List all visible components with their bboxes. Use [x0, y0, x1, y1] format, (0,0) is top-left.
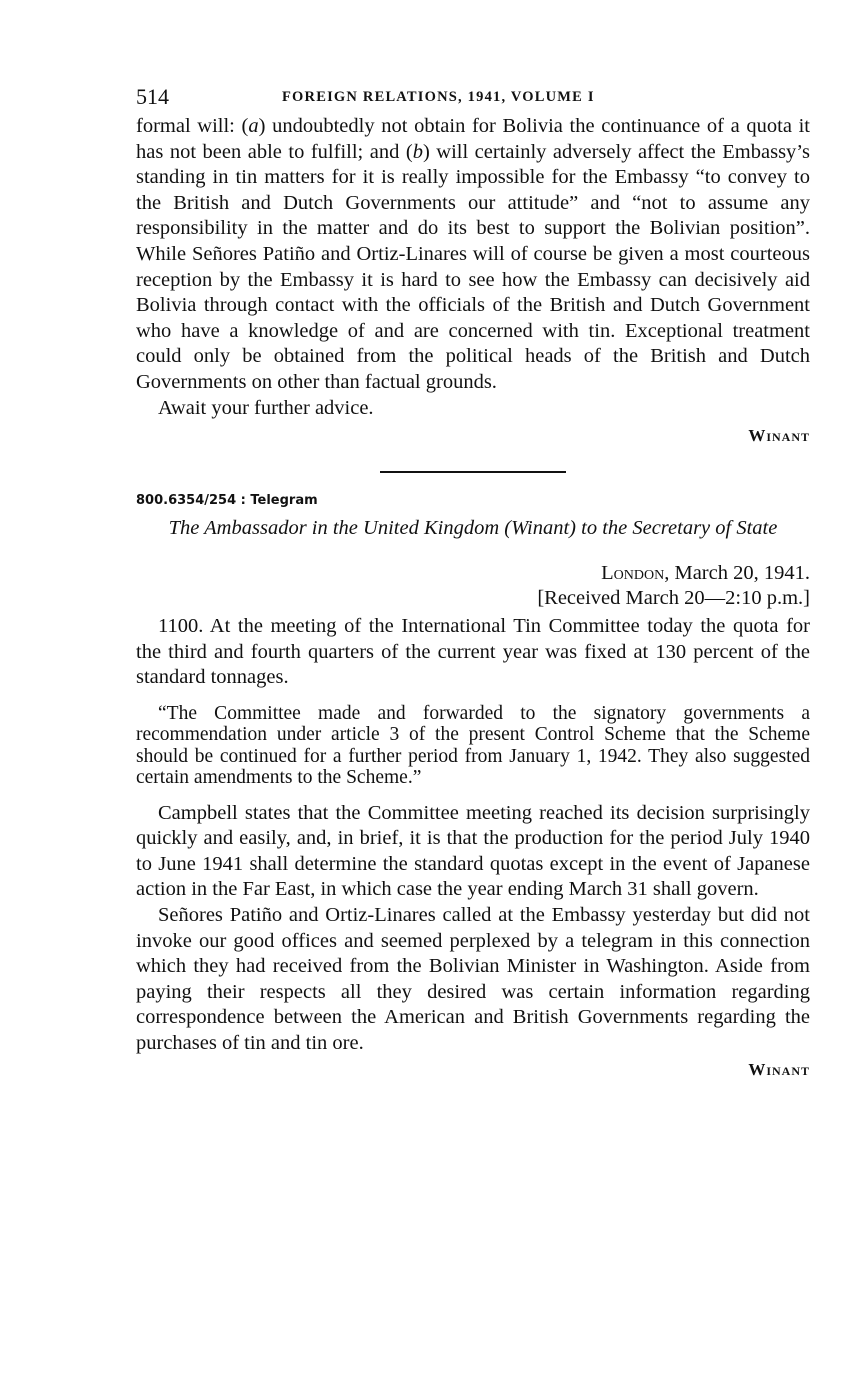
page-number: 514: [136, 84, 169, 109]
signature-winant-1: Winant: [748, 426, 810, 446]
dateline-date: , March 20, 1941.: [664, 561, 810, 584]
continued-paragraph: formal will: (a) undoubtedly not obtain for Bolivia the continuance of a quota it has not been able to fulfill; and (b) will certainly adversely affect the Embassy’s standing in tin matters for it is really impossible for the Embassy “to convey to the British and Dutch Governments our attitude” and “not to assume any responsibility in the matter and do its best to support the Bolivian position”. While Señores Patiño and Ortiz-Linares will of course be given a most courteous reception by the Embassy it is hard to see how the Embassy can decisively aid Bolivia through contact with the officials of the British and Dutch Government who have a knowledge of and are concerned with tin. Exceptional treatment could only be obtained from the political heads of the British and Dutch Governments on other than factual grounds.: [136, 115, 810, 393]
running-head: FOREIGN RELATIONS, 1941, VOLUME I: [282, 89, 595, 105]
telegram-paragraph-1: 1100. At the meeting of the International Tin Committee today the quota for the third and fourth quarters of the current year was fixed at 130 percent of the standard tonnages.: [136, 614, 810, 689]
closing-paragraph: Await your further advice.: [158, 396, 374, 419]
signature-winant-2: Winant: [748, 1059, 810, 1079]
document-page: [136, 80, 810, 1082]
file-reference: 800.6354/254 : Telegram: [136, 492, 318, 508]
block-quote: “The Committee made and forwarded to the signatory governments a recommendation under article 3 of the present Control Scheme that the Scheme should be continued for a further period from January 1, 1942. They also suggested certain amendments to the Scheme.”: [136, 702, 810, 789]
dateline: [136, 561, 810, 587]
telegram-paragraph-3: Señores Patiño and Ortiz-Linares called at the Embassy yesterday but did not invoke our good offices and seemed perplexed by a telegram in this connection which they had received from the Bolivian Minister in Washington. Aside from paying their respects all they desired was certain information regarding correspondence between the American and British Governments regarding the purchases of tin and tin ore.: [136, 904, 810, 1055]
dateline-place: London: [601, 561, 665, 584]
telegram-paragraph-2: Campbell states that the Committee meeting reached its decision surprisingly quickly and easily, and, in brief, it is that the production for the period July 1940 to June 1941 shall determine the standard quotas except in the event of Japanese action in the Far East, in which case the year ending March 31 shall govern.: [136, 801, 810, 901]
list-marker-a: a: [248, 115, 259, 137]
received-line: [Received March 20—2:10 p.m.]: [537, 587, 810, 610]
document-title: The Ambassador in the United Kingdom (Winant) to the Secretary of State: [168, 516, 778, 539]
list-marker-b: b: [412, 140, 423, 163]
page-header: [136, 80, 810, 114]
